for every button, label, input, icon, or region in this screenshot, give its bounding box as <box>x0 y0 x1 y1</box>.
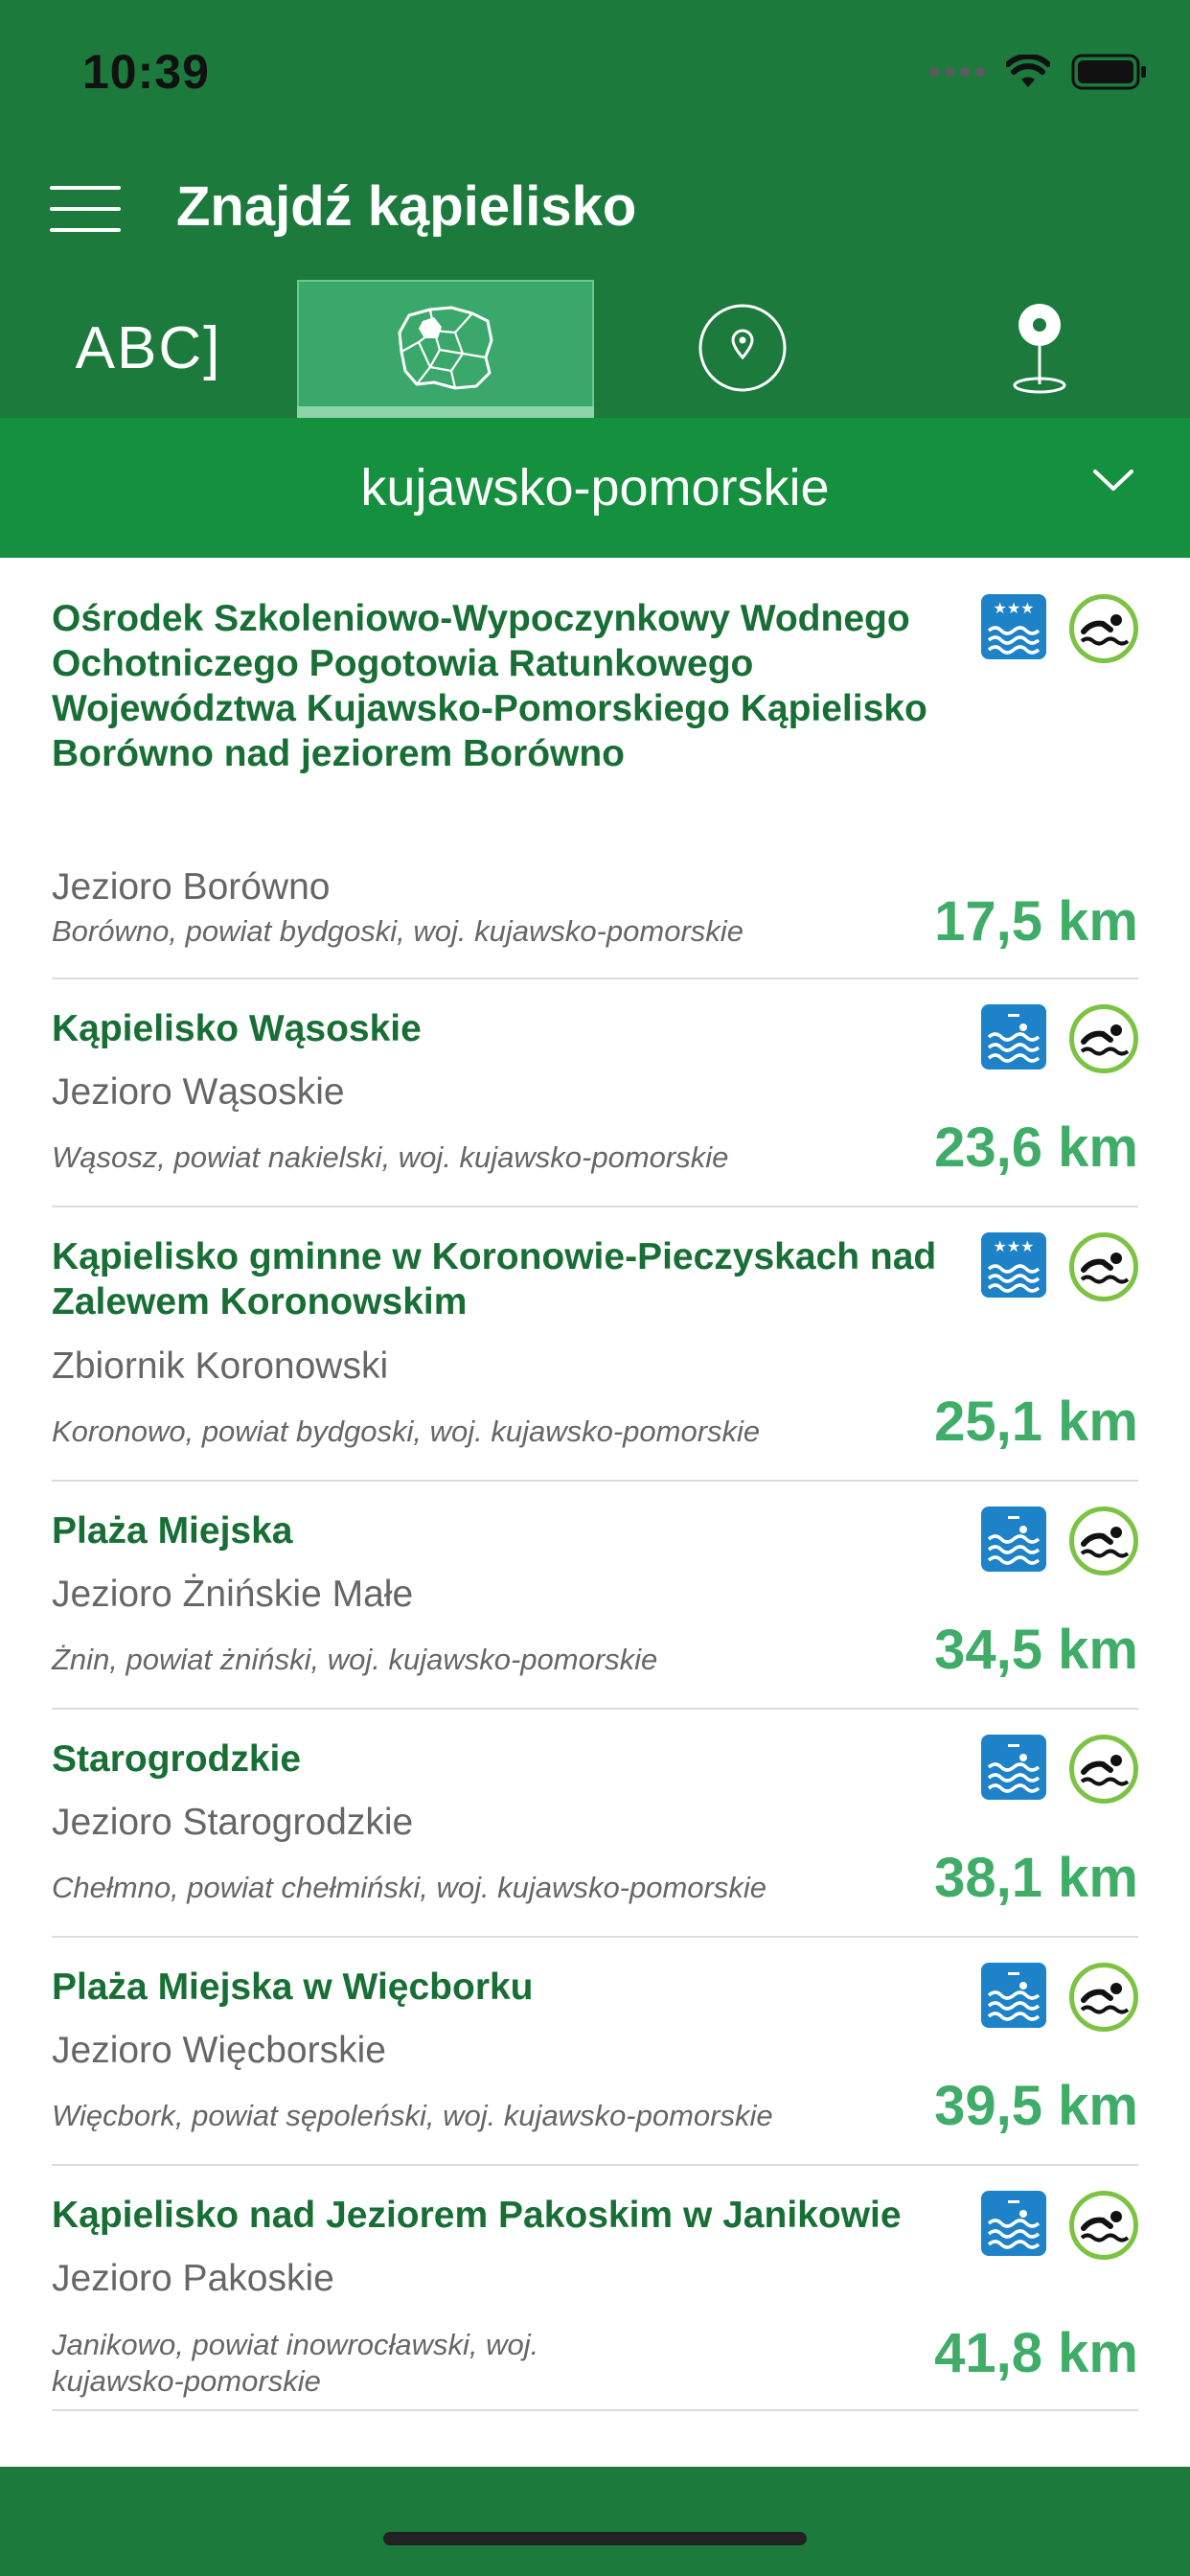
swimmer-icon <box>1069 1506 1138 1576</box>
swimmer-icon <box>1069 1735 1138 1804</box>
list-item[interactable] <box>52 2166 1138 2411</box>
swimmer-icon <box>1069 1232 1138 1301</box>
list-item[interactable] <box>52 1208 1138 1482</box>
bathing-site-3-stars-icon <box>981 594 1046 659</box>
signal-dots-icon <box>929 67 985 77</box>
tab-nearby[interactable] <box>594 278 891 418</box>
lake-name: Jezioro Żnińskie Małe <box>52 1574 414 1615</box>
lake-name: Jezioro Wąsoskie <box>52 1071 345 1113</box>
bathing-site-3-stars-icon <box>981 1232 1046 1298</box>
location-circle-icon <box>697 302 789 394</box>
distance-value: 41,8 km <box>934 2322 1138 2384</box>
distance-value: 34,5 km <box>934 1619 1138 1681</box>
bathing-site-icon <box>981 1004 1046 1070</box>
site-name: Plaża Miejska w Więcborku <box>52 1966 534 2008</box>
distance-value: 39,5 km <box>934 2075 1138 2137</box>
distance-value: 17,5 km <box>934 890 1138 953</box>
map-pin-icon <box>1009 302 1070 394</box>
list-item[interactable] <box>52 979 1138 1208</box>
region-selected-label: kujawsko-pomorskie <box>360 459 830 517</box>
bathing-site-icon <box>981 1506 1046 1572</box>
bathing-site-list <box>0 558 1190 2411</box>
site-location: Janikowo, powiat inowrocławski, woj. kujawsko-pomorskie <box>52 2328 539 2398</box>
list-item[interactable] <box>52 1482 1138 1710</box>
poland-map-icon <box>396 304 495 392</box>
site-name: Kąpielisko gminne w Koronowie-Pieczyskach nad Zalewem Koronowskim <box>52 1236 937 1322</box>
swimmer-icon <box>1069 1963 1138 2032</box>
list-item[interactable] <box>52 1710 1138 1938</box>
distance-value: 23,6 km <box>934 1116 1138 1179</box>
tab-map[interactable] <box>891 278 1188 418</box>
site-location: Żnin, powiat żniński, woj. kujawsko-pomorskie <box>52 1643 658 1676</box>
site-name: Plaża Miejska <box>52 1510 293 1552</box>
lake-name: Jezioro Borówno <box>52 866 331 908</box>
page-title: Znajdź kąpielisko <box>176 175 637 238</box>
status-time: 10:39 <box>82 45 210 99</box>
region-selector[interactable] <box>0 418 1190 558</box>
list-item[interactable] <box>52 1938 1138 2166</box>
alphabet-icon: ABC] <box>75 314 222 381</box>
svg-text:★★★: ★★★ <box>993 599 1035 617</box>
site-location: Więcbork, powiat sępoleński, woj. kujawsko-pomorskie <box>52 2099 773 2132</box>
bathing-site-icon <box>981 2191 1046 2256</box>
bathing-site-icon <box>981 1963 1046 2028</box>
swimmer-icon <box>1069 1004 1138 1073</box>
site-name: Kąpielisko Wąsoskie <box>52 1008 422 1049</box>
tab-alphabetical[interactable] <box>0 278 297 418</box>
distance-value: 38,1 km <box>934 1847 1138 1909</box>
tab-bar <box>0 278 1190 418</box>
swimmer-icon <box>1069 594 1138 663</box>
site-location: Wąsosz, powiat nakielski, woj. kujawsko-pomorskie <box>52 1140 729 1174</box>
wifi-icon <box>1006 55 1050 89</box>
app-header <box>0 0 1190 418</box>
svg-text:★★★: ★★★ <box>993 1237 1035 1255</box>
swimmer-icon <box>1069 2191 1138 2260</box>
site-name: Kąpielisko nad Jeziorem Pakoskim w Janikowie <box>52 2195 902 2236</box>
tab-regions-map[interactable] <box>297 278 594 418</box>
site-location: Chełmno, powiat chełmiński, woj. kujawsko-pomorskie <box>52 1871 767 1904</box>
site-location: Koronowo, powiat bydgoski, woj. kujawsko-pomorskie <box>52 1414 761 1448</box>
hamburger-menu-button[interactable] <box>50 182 121 234</box>
lake-name: Jezioro Pakoskie <box>52 2258 334 2299</box>
battery-icon <box>1071 54 1148 90</box>
distance-value: 25,1 km <box>934 1391 1138 1453</box>
site-name: Ośrodek Szkoleniowo-Wypoczynkowy Wodnego Ochotniczego Pogotowia Ratunkowego Województwa Kujawsko-Pomorskiego Kąpielisko Borówno nad jeziorem Borówno <box>52 598 927 774</box>
list-item[interactable] <box>52 558 1138 979</box>
chevron-down-icon <box>1092 468 1134 493</box>
bathing-site-icon <box>981 1735 1046 1800</box>
bottom-bar <box>0 2467 1190 2576</box>
home-indicator[interactable] <box>383 2532 807 2545</box>
site-name: Starogrodzkie <box>52 1738 302 1780</box>
lake-name: Jezioro Więcborskie <box>52 2030 386 2071</box>
site-location: Borówno, powiat bydgoski, woj. kujawsko-pomorskie <box>52 914 744 948</box>
lake-name: Jezioro Starogrodzkie <box>52 1802 414 1843</box>
status-icons <box>929 54 1148 90</box>
lake-name: Zbiornik Koronowski <box>52 1346 389 1387</box>
